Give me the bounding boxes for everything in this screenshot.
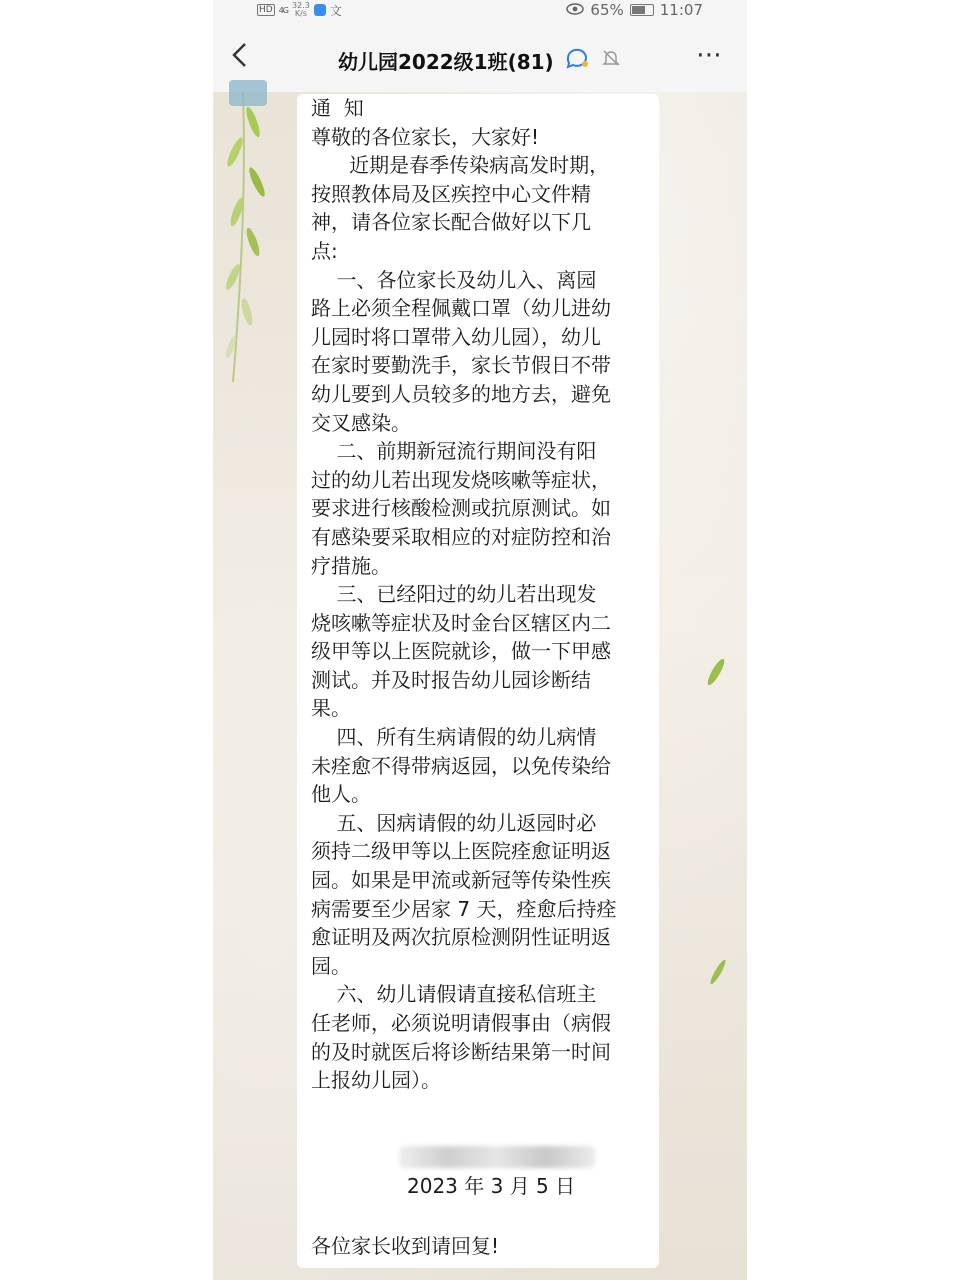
sender-avatar[interactable] bbox=[229, 80, 267, 106]
phone-screen bbox=[213, 0, 747, 1280]
chat-title: 幼儿园2022级1班(81) bbox=[338, 50, 554, 74]
message-date: 2023 年 3 月 5 日 bbox=[407, 1174, 576, 1198]
status-left bbox=[257, 0, 342, 20]
message-body: 通 知 尊敬的各位家长，大家好! 近期是春季传染病高发时期， 按照教体局及区疾控中心文件精 神，请各位家长配合做好以下几 点: 一、各位家长及幼儿入、离园 路上必须全程佩戴口罩（幼儿进幼 儿园时将口罩带入幼儿园），幼儿 在家时要勤洗手，家长节假日不带 幼儿要到人员较多的地方去，避免 交叉感染。 二、前期新冠流行期间没有阳 过的幼儿若出现发烧咳嗽等症状， 要求进行核酸检测或抗原测试。如 有感染要采取相应的对症防控和治 疗措施。 三、已经阳过的幼儿若出现发 烧咳嗽等症状及时金台区辖区内二 级甲等以上医院就诊，做一下甲感 测试。并及时报告幼儿园诊断结 果。 四、所有生病请假的幼儿病情 未痊愈不得带病返园，以免传染给 他人。 五、因病请假的幼儿返园时必 须持二级甲等以上医院痊愈证明返 园。如果是甲流或新冠等传染性疾 病需要至少居家 7 天，痊愈后持痊 愈证明及两次抗原检测阴性证明返 园。 六、幼儿请假请直接私信班主 任老师，必须说明请假事由（病假 的及时就医后将诊断结果第一时间 上报幼儿园）。 bbox=[311, 96, 617, 1093]
chat-area[interactable] bbox=[213, 92, 747, 1280]
app-notification-icon bbox=[314, 4, 326, 16]
mute-bell-icon[interactable] bbox=[601, 48, 621, 72]
leaf-decoration bbox=[703, 952, 733, 992]
hd-badge: HD bbox=[259, 5, 273, 15]
blurred-signature bbox=[399, 1146, 595, 1168]
status-right bbox=[566, 0, 703, 20]
chat-header bbox=[213, 20, 747, 93]
leaf-decoration bbox=[701, 652, 731, 692]
back-button[interactable] bbox=[229, 40, 259, 70]
clock: 11:07 bbox=[659, 1, 703, 19]
status-bar bbox=[213, 0, 747, 20]
battery-icon bbox=[630, 4, 654, 16]
eye-comfort-icon bbox=[566, 1, 584, 19]
group-chat-icon[interactable] bbox=[565, 47, 591, 73]
network-speed: 32.3 K/s bbox=[292, 1, 310, 18]
more-options-button[interactable]: ⋯ bbox=[696, 40, 723, 70]
translate-icon: 文 bbox=[329, 3, 342, 18]
willow-branch-decoration bbox=[213, 92, 303, 392]
signal-icon: 4G bbox=[278, 5, 288, 15]
battery-percent: 65% bbox=[590, 1, 624, 19]
chevron-left-icon bbox=[229, 40, 251, 70]
message-bubble[interactable] bbox=[297, 94, 659, 1268]
title-icons bbox=[565, 47, 621, 73]
message-footer: 各位家长收到请回复! bbox=[311, 1234, 500, 1258]
